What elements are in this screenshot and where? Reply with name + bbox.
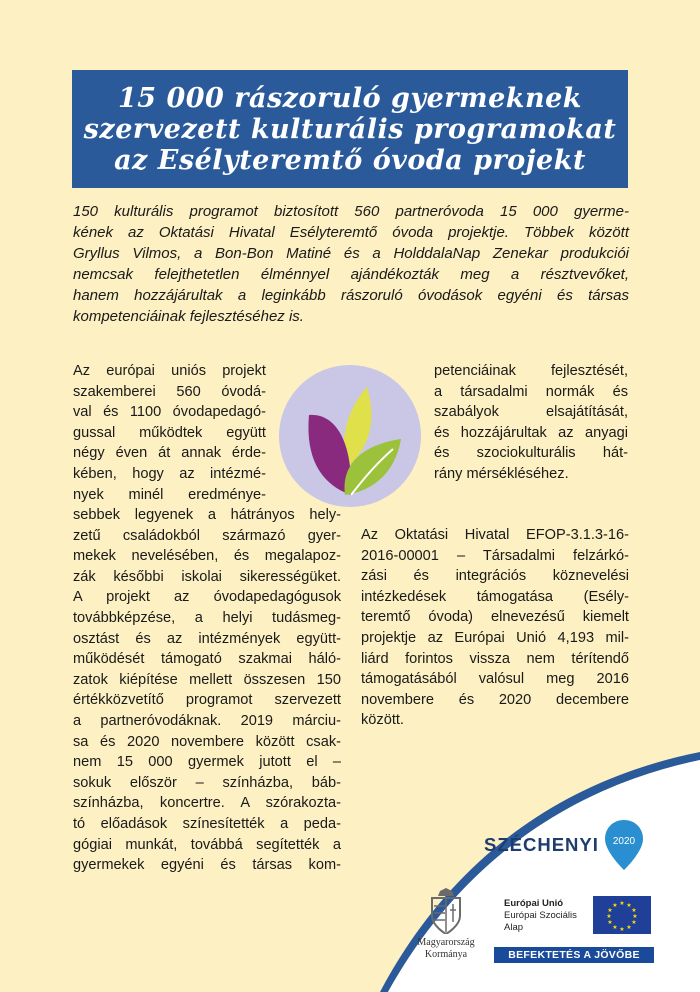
body-line: intézkedések támogatása (Esély-	[361, 588, 629, 605]
title-line: szervezett kulturális programokat	[83, 113, 617, 145]
svg-text:★: ★	[606, 913, 612, 920]
body-line: petenciáinak fejlesztését,	[434, 363, 628, 379]
future-banner: BEFEKTETÉS A JÖVŐBE	[494, 947, 654, 963]
government-line: Magyarország	[417, 937, 475, 948]
body-line: rány mérsékléséhez.	[434, 465, 569, 482]
svg-text:★: ★	[631, 919, 637, 926]
body-line: mekek nevelésében, és megalapoz-	[73, 548, 341, 565]
body-line: teremtő óvoda) elnevezésű kiemelt	[361, 609, 629, 626]
government-line: Kormánya	[424, 949, 468, 960]
eu-line: Alap	[504, 922, 524, 933]
svg-text:★: ★	[619, 900, 625, 907]
body-line: és hozzájárultak az anyagi	[434, 424, 628, 441]
right-column-top	[434, 361, 628, 485]
body-line: továbbképzése, a helyi tudásmeg-	[73, 609, 341, 626]
svg-text:★: ★	[607, 907, 613, 914]
lead-paragraph	[73, 201, 629, 327]
body-line: nem 15 000 gyermek jutott el –	[73, 754, 341, 771]
eu-line: Európai Unió	[504, 898, 564, 909]
svg-text:★: ★	[612, 924, 618, 931]
svg-text:★: ★	[607, 919, 613, 926]
body-line: zák későbbi iskolai sikerességüket.	[73, 568, 341, 585]
szechenyi-year: 2020	[612, 836, 636, 847]
body-line: val és 1100 óvodapedagó-	[73, 404, 266, 421]
title-line: 15 000 rászoruló gyermeknek	[118, 82, 582, 114]
body-line: gyermekek egyéni és társas kom-	[73, 857, 341, 874]
lead-line: hanem hozzájárultak a leginkább rászoruló óvodások egyéni és társas	[73, 287, 629, 304]
body-line: működését támogató szakmai háló-	[73, 651, 341, 668]
body-line: sa és 2020 novembere között csak-	[73, 733, 341, 750]
left-column-narrow	[73, 361, 266, 505]
lead-line: nemcsak felejthetetlen élménnyel ajándékozták meg a résztvevőket,	[73, 266, 629, 283]
body-line: négy éven át annak érde-	[73, 445, 266, 462]
svg-text:★: ★	[631, 907, 637, 914]
body-line: projektje az Európai Unió 4,193 mil-	[361, 629, 629, 646]
map-pin-icon	[605, 820, 643, 870]
svg-text:★: ★	[626, 924, 632, 931]
body-line: támogatásából valósul meg 2016	[361, 671, 629, 688]
szechenyi-logo	[484, 820, 643, 870]
government-label	[400, 937, 492, 961]
body-line: novembere és 2020 decembere	[361, 691, 629, 708]
title-line: az Esélyteremtő óvoda projekt	[114, 144, 586, 176]
lead-line: kének az Oktatási Hivatal Esélyteremtő óvoda projektje. Többek között	[73, 224, 629, 241]
project-emblem-icon	[279, 365, 421, 507]
body-line: a partneróvodáknak. 2019 márciu-	[73, 712, 341, 729]
body-line: színházba, koncertre. A szórakozta-	[73, 795, 341, 812]
left-column-wide	[73, 505, 341, 876]
body-line: kében, hogy az intézmé-	[73, 465, 266, 482]
body-line: 2016-00001 – Társadalmi felzárkó-	[361, 547, 629, 564]
body-line: zetű családokból származó gyer-	[73, 527, 341, 544]
svg-text:★: ★	[626, 902, 632, 909]
body-line: osztást és az intézmények együtt-	[73, 630, 341, 647]
svg-text:★: ★	[632, 913, 638, 920]
body-line: zási és integrációs köznevelési	[361, 568, 629, 585]
lead-line: Gryllus Vilmos, a Bon-Bon Matiné és a HolddalaNap Zenekar produkciói	[73, 245, 629, 262]
body-line: A projekt az óvodapedagógusok	[73, 589, 341, 606]
lead-line: kompetenciáinak fejlesztéséhez is.	[73, 308, 304, 325]
lead-line: 150 kulturális programot biztosított 560 partneróvoda 15 000 gyerme-	[73, 203, 629, 220]
body-line: zatok kiépítése mellett összesen 150	[73, 671, 341, 688]
body-line: tó előadások színesítették a peda-	[73, 815, 341, 832]
eu-line: Európai Szociális	[504, 910, 577, 921]
body-line: Az európai uniós projekt	[73, 363, 266, 379]
body-line: szakemberei 560 óvodá-	[73, 383, 266, 400]
szechenyi-label: SZÉCHENYI	[484, 834, 599, 855]
coat-of-arms-icon	[426, 888, 466, 934]
body-line: a társadalmi normák és	[434, 383, 628, 400]
svg-text:★: ★	[612, 902, 618, 909]
body-line: szabályok elsajátítását,	[434, 404, 628, 421]
body-line: sebbek legyenek a hátrányos hely-	[73, 507, 341, 523]
svg-text:★: ★	[619, 926, 625, 933]
body-line: értékközvetítő programot szervezett	[73, 692, 341, 709]
body-line: között.	[361, 712, 404, 729]
body-line: gussal működtek együtt	[73, 424, 266, 441]
body-line: nyek minél eredménye-	[73, 486, 266, 503]
title-box	[72, 70, 628, 188]
body-line: és szociokulturális hát-	[434, 445, 628, 462]
body-line: liárd forintos vissza nem térítendő	[361, 650, 629, 667]
eu-label	[504, 898, 577, 934]
body-line: sokuk először – színházba, báb-	[73, 774, 341, 791]
right-column-bottom	[361, 525, 629, 731]
body-line: Az Oktatási Hivatal EFOP-3.1.3-16-	[361, 527, 629, 543]
eu-flag-icon	[593, 896, 651, 934]
body-line: gógiai munkát, továbbá segítették a	[73, 836, 341, 853]
